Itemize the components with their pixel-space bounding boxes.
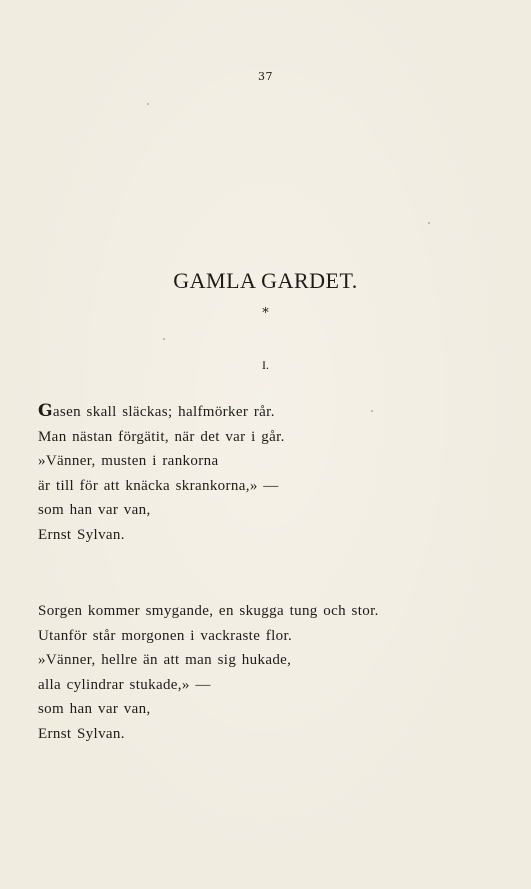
stanza-line-text: asen skall släckas; halfmörker rår. (52, 404, 275, 420)
stanza-line: Utanför står morgonen i vackraste flor. (38, 627, 293, 644)
poem-title: GAMLA GARDET. (173, 268, 358, 293)
stanza-2 (38, 599, 508, 746)
stanza-line: som han var van, (38, 701, 151, 717)
stanza-line: Man nästan förgätit, när det var i går. (38, 428, 285, 445)
decorative-initial: G (38, 401, 53, 421)
page-number: 37 (258, 70, 273, 83)
paper-speck (147, 103, 149, 105)
stanza-line: »Vänner, hellre än att man sig hukade, (38, 652, 292, 668)
stanza-line: är till för att knäcka skrankorna,» — (38, 477, 279, 494)
stanza-line: Ernst Sylvan. (38, 725, 125, 742)
ornament-asterisk: * (262, 306, 269, 321)
paper-speck (428, 222, 430, 224)
stanza-line: som han var van, (38, 502, 151, 518)
stanza-line (38, 399, 508, 425)
stanza-line: Ernst Sylvan. (38, 526, 125, 543)
section-number: I. (262, 358, 269, 372)
stanza-line: alla cylindrar stukade,» — (38, 676, 211, 693)
stanza-line: »Vänner, musten i rankorna (38, 453, 219, 469)
stanza-1 (38, 399, 508, 547)
paper-speck (163, 338, 165, 340)
stanza-line: Sorgen kommer smygande, en skugga tung och stor. (38, 603, 379, 619)
